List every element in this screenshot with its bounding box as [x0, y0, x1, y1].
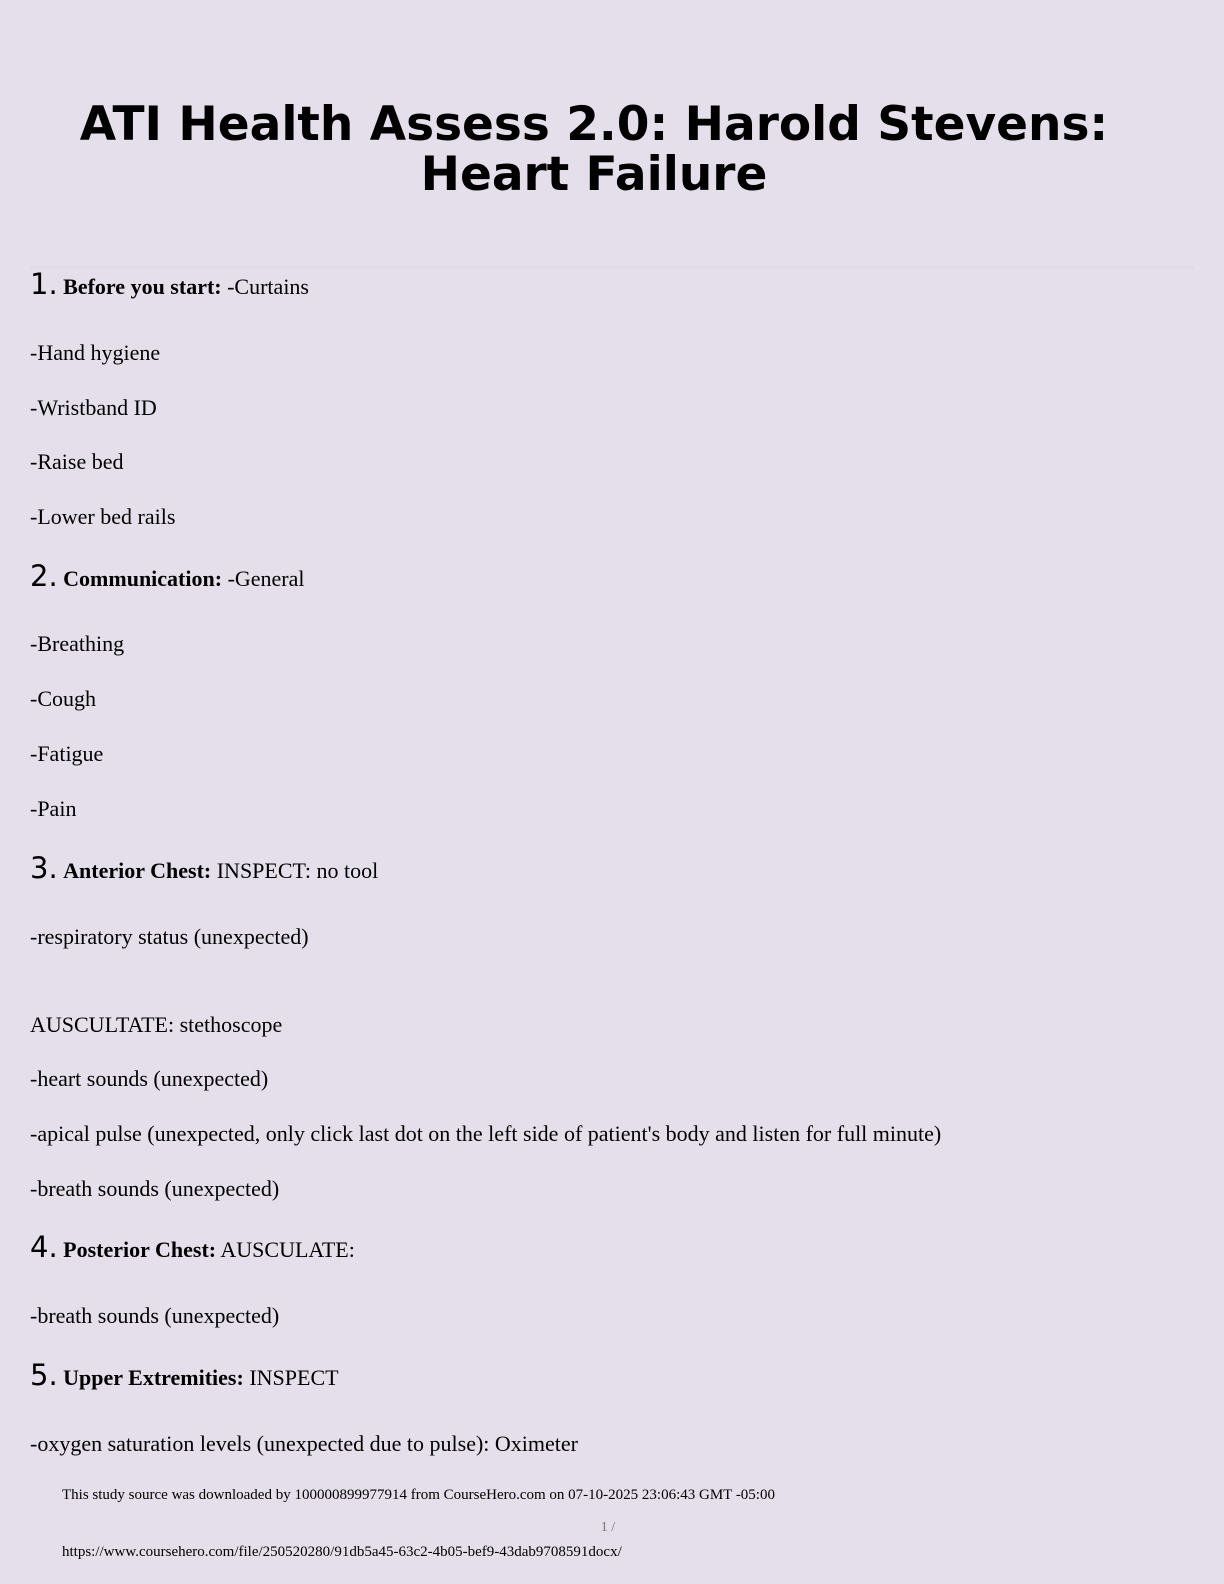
list-item: AUSCULTATE: stethoscope: [30, 1012, 283, 1037]
list-item: -breath sounds (unexpected): [30, 1176, 280, 1201]
section-5-header: [30, 1358, 339, 1392]
section-first-item: -Curtains: [227, 274, 309, 299]
source-url[interactable]: https://www.coursehero.com/file/250520280/91db5a45-63c2-4b05-bef9-43dab9708591docx/: [62, 1544, 622, 1560]
section-3-header: [30, 851, 379, 885]
section-heading: Before you start:: [63, 274, 222, 299]
page-indicator: 1 /: [600, 1521, 616, 1533]
document-title: ATI Health Assess 2.0: Harold Stevens: Heart Failure: [79, 97, 1109, 202]
download-notice: This study source was downloaded by 100000899977914 from CourseHero.com on 07-10-2025 23:06:43 GMT -05:00: [62, 1487, 775, 1503]
section-heading: Communication:: [63, 566, 223, 591]
list-item: -Wristband ID: [30, 395, 157, 420]
list-item: -respiratory status (unexpected): [30, 924, 309, 949]
list-item: -Breathing: [30, 631, 125, 656]
list-item: -Pain: [30, 796, 77, 821]
list-item: -breath sounds (unexpected): [30, 1303, 280, 1328]
section-number: 4.: [30, 1230, 58, 1264]
section-2-header: [30, 559, 305, 593]
section-first-item: INSPECT: [249, 1365, 339, 1390]
section-heading: Upper Extremities:: [63, 1365, 244, 1390]
section-number: 2.: [30, 559, 58, 593]
section-first-item: INSPECT: no tool: [216, 858, 379, 883]
list-item: -Hand hygiene: [30, 340, 161, 365]
list-item: -Cough: [30, 686, 96, 711]
section-first-item: -General: [227, 566, 305, 591]
list-item: -heart sounds (unexpected): [30, 1066, 269, 1091]
section-4-header: [30, 1230, 355, 1264]
section-number: 5.: [30, 1358, 58, 1392]
section-1-header: [30, 267, 309, 301]
section-heading: Anterior Chest:: [63, 858, 212, 883]
list-item: -Raise bed: [30, 449, 124, 474]
list-item: -Fatigue: [30, 741, 104, 766]
list-item: -Lower bed rails: [30, 504, 176, 529]
title-divider: [30, 266, 1194, 269]
section-first-item: AUSCULATE:: [220, 1237, 355, 1262]
section-number: 1.: [30, 267, 58, 301]
list-item: -apical pulse (unexpected, only click last dot on the left side of patient's body and listen for full minute): [30, 1121, 942, 1146]
section-number: 3.: [30, 851, 58, 885]
list-item: -oxygen saturation levels (unexpected due to pulse): Oximeter: [30, 1431, 578, 1456]
section-heading: Posterior Chest:: [63, 1237, 217, 1262]
